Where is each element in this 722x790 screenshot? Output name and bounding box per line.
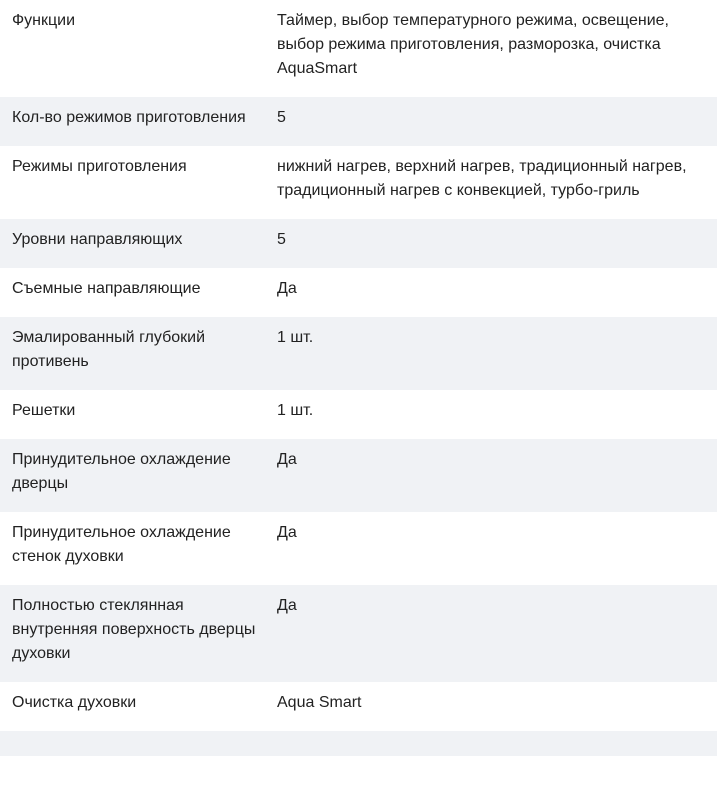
spec-label: Принудительное охлаждение стенок духовки	[12, 524, 231, 565]
spec-label: Решетки	[12, 402, 76, 419]
spec-value: Да	[277, 524, 297, 541]
spec-value: 1 шт.	[265, 317, 717, 390]
spec-value: нижний нагрев, верхний нагрев, традиционный нагрев, традиционный нагрев с конвекцией, турбо-гриль	[277, 158, 687, 199]
spec-value	[265, 731, 717, 756]
spec-row	[0, 219, 717, 268]
spec-label: Функции	[12, 12, 76, 29]
spec-row	[0, 317, 717, 390]
spec-row	[0, 439, 717, 512]
spec-row	[0, 512, 717, 585]
spec-row	[0, 146, 717, 219]
spec-row	[0, 97, 717, 146]
spec-row	[0, 585, 717, 682]
spec-value: 1 шт.	[277, 402, 314, 419]
spec-value: Таймер, выбор температурного режима, освещение, выбор режима приготовления, разморозка, очистка AquaSmart	[277, 12, 669, 77]
spec-label	[0, 731, 265, 756]
spec-value: 5	[265, 219, 717, 268]
spec-label: Уровни направляющих	[0, 219, 265, 268]
spec-row	[0, 268, 717, 317]
spec-value: 5	[265, 97, 717, 146]
spec-row	[0, 682, 717, 731]
spec-value: Да	[277, 280, 297, 297]
spec-value: Да	[265, 439, 717, 512]
spec-label: Очистка духовки	[12, 694, 137, 711]
spec-row	[0, 0, 717, 97]
spec-row	[0, 390, 717, 439]
spec-label: Полностью стеклянная внутренняя поверхность дверцы духовки	[0, 585, 265, 682]
spec-label: Кол-во режимов приготовления	[0, 97, 265, 146]
spec-row-partial	[0, 731, 717, 756]
spec-label: Принудительное охлаждение дверцы	[0, 439, 265, 512]
spec-label: Съемные направляющие	[12, 280, 201, 297]
spec-value: Aqua Smart	[277, 694, 362, 711]
spec-label: Режимы приготовления	[12, 158, 187, 175]
spec-value: Да	[265, 585, 717, 682]
spec-label: Эмалированный глубокий противень	[0, 317, 265, 390]
